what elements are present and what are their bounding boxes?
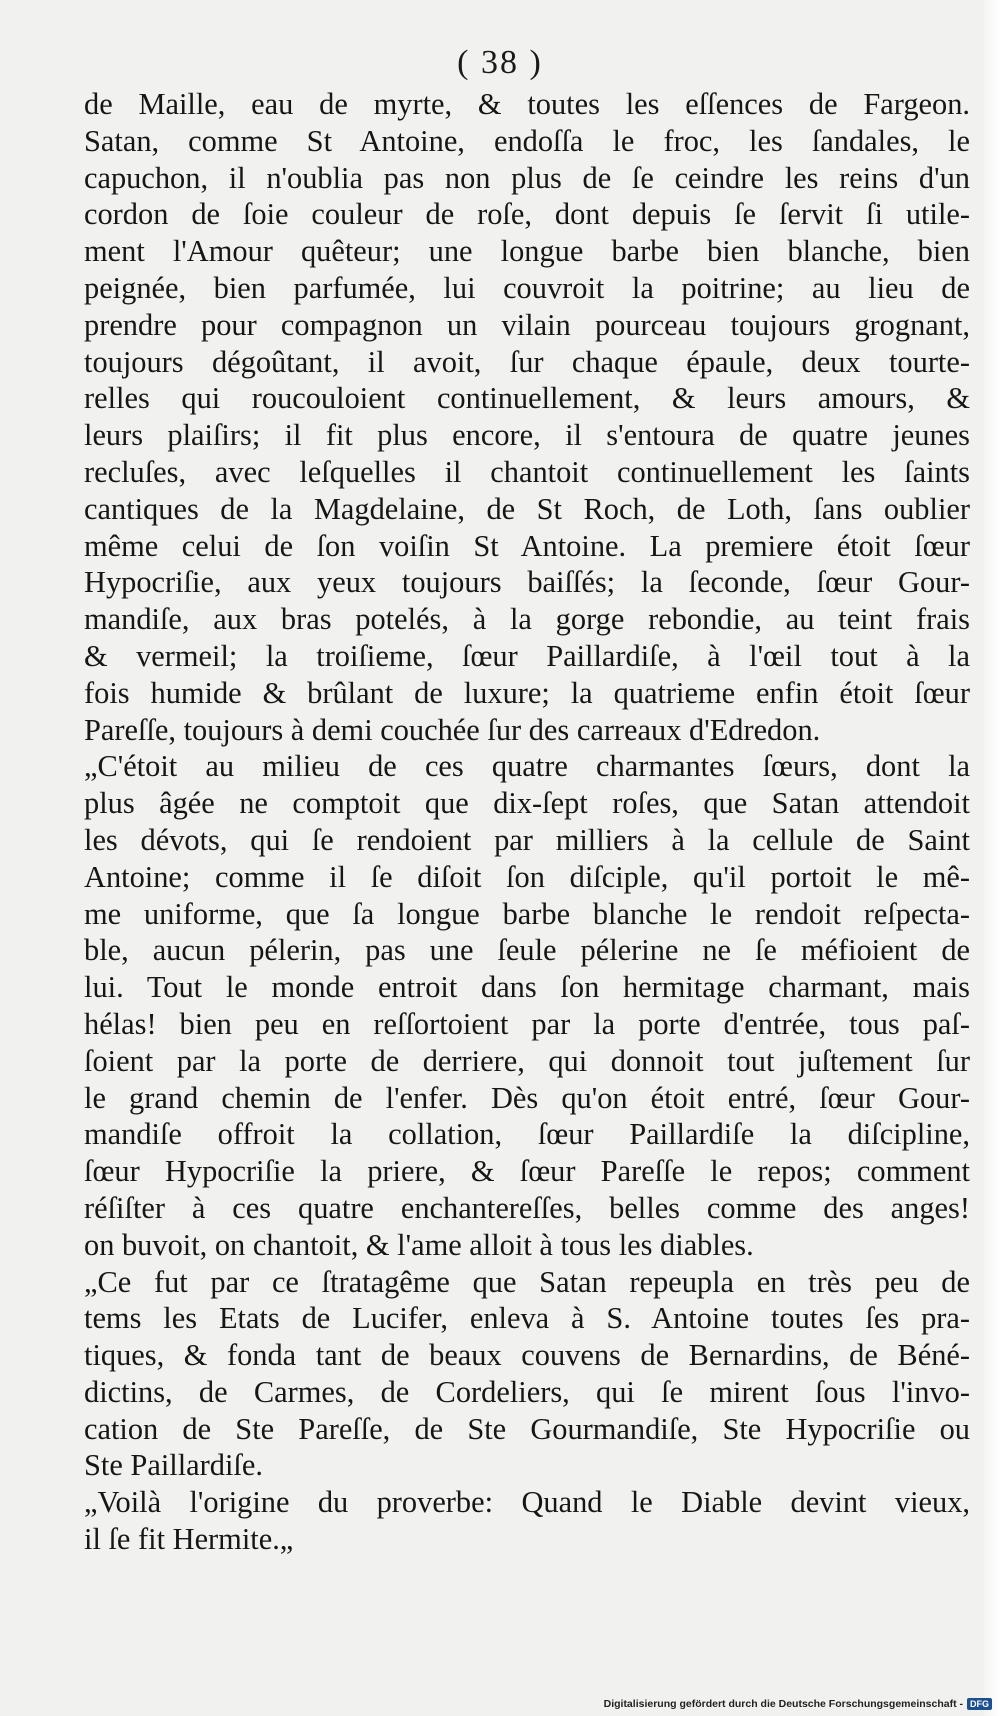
text-line: ment l'Amour quêteur; une longue barbe bien blanche, bien: [84, 234, 970, 269]
text-line: prendre pour compagnon un vilain pourceau toujours grognant,: [84, 307, 970, 342]
text-line: cantiques de la Magdelaine, de St Roch, de Loth, ſans oublier: [84, 491, 970, 526]
text-line: fois humide & brûlant de luxure; la quatrieme enfin étoit ſœur: [84, 675, 970, 710]
text-line: les dévots, qui ſe rendoient par milliers à la cellule de Saint: [84, 822, 970, 857]
text-line: tems les Etats de Lucifer, enleva à S. Antoine toutes ſes pra-: [84, 1301, 970, 1336]
footer-credit: Digitalisierung gefördert durch die Deutsche Forschungsgemeinschaft -: [603, 1698, 963, 1710]
text-line: Pareſſe, toujours à demi couchée ſur des carreaux d'Edredon.: [84, 712, 821, 747]
text-line: le grand chemin de l'enfer. Dès qu'on étoit entré, ſœur Gour-: [84, 1080, 970, 1115]
text-line: recluſes, avec leſquelles il chantoit continuellement les ſaints: [84, 454, 970, 489]
text-line: capuchon, il n'oublia pas non plus de ſe ceindre les reins d'un: [84, 160, 970, 195]
text-line: tiques, & fonda tant de beaux couvens de Bernardins, de Béné-: [84, 1338, 970, 1373]
text-line: Hypocriſie, aux yeux toujours baiſſés; la ſeconde, ſœur Gour-: [84, 565, 970, 600]
text-line: même celui de ſon voiſin St Antoine. La premiere étoit ſœur: [84, 528, 970, 563]
text-line: hélas! bien peu en reſſortoient par la porte d'entrée, tous paſ-: [84, 1006, 970, 1041]
text-line: réſiſter à ces quatre enchantereſſes, belles comme des anges!: [84, 1190, 970, 1225]
text-line: relles qui roucouloient continuellement, & leurs amours, &: [84, 381, 970, 416]
text-line: „Ce fut par ce ſtratagême que Satan repeupla en très peu de: [84, 1264, 970, 1299]
text-line: on buvoit, on chantoit, & l'ame alloit à tous les diables.: [84, 1227, 754, 1262]
text-line: & vermeil; la troiſieme, ſœur Paillardiſe, à l'œil tout à la: [84, 638, 970, 673]
text-line: dictins, de Carmes, de Cordeliers, qui ſe mirent ſous l'invo-: [84, 1374, 970, 1409]
text-line: ble, aucun pélerin, pas une ſeule pélerine ne ſe méfioient de: [84, 933, 970, 968]
text-line: cordon de ſoie couleur de roſe, dont depuis ſe ſervit ſi utile-: [84, 197, 970, 232]
text-line: peignée, bien parfumée, lui couvroit la poitrine; au lieu de: [84, 270, 970, 305]
body-text: [84, 86, 970, 1558]
text-line: Antoine; comme il ſe diſoit ſon diſciple, qu'il portoit le mê-: [84, 859, 970, 894]
text-line: ſoient par la porte de derriere, qui donnoit tout juſtement ſur: [84, 1043, 970, 1078]
page-edge: [984, 0, 1000, 1716]
page-number: ( 38 ): [457, 44, 543, 81]
text-line: me uniforme, que ſa longue barbe blanche le rendoit reſpecta-: [84, 896, 970, 931]
text-line: plus âgée ne comptoit que dix-ſept roſes, que Satan attendoit: [84, 786, 970, 821]
text-line: leurs plaiſirs; il fit plus encore, il s'entoura de quatre jeunes: [84, 418, 970, 453]
text-line: mandiſe, aux bras potelés, à la gorge rebondie, au teint frais: [84, 602, 970, 637]
text-line: toujours dégoûtant, il avoit, ſur chaque épaule, deux tourte-: [84, 344, 970, 379]
text-line: Satan, comme St Antoine, endoſſa le froc, les ſandales, le: [84, 123, 970, 158]
text-line: mandiſe offroit la collation, ſœur Paillardiſe la diſcipline,: [84, 1117, 970, 1152]
text-line: de Maille, eau de myrte, & toutes les eſſences de Fargeon.: [84, 87, 970, 121]
text-line: il ſe fit Hermite.„: [84, 1522, 294, 1557]
text-line: cation de Ste Pareſſe, de Ste Gourmandiſe, Ste Hypocriſie ou: [84, 1411, 970, 1446]
dfg-logo: DFG: [967, 1698, 992, 1710]
text-line: „C'étoit au milieu de ces quatre charmantes ſœurs, dont la: [84, 749, 970, 784]
text-line: „Voilà l'origine du proverbe: Quand le Diable devint vieux,: [84, 1485, 970, 1520]
text-line: Ste Paillardiſe.: [84, 1448, 263, 1483]
digitization-footer: [604, 1698, 992, 1710]
text-line: lui. Tout le monde entroit dans ſon hermitage charmant, mais: [84, 970, 970, 1005]
text-line: ſœur Hypocriſie la priere, & ſœur Pareſſe le repos; comment: [84, 1154, 970, 1189]
